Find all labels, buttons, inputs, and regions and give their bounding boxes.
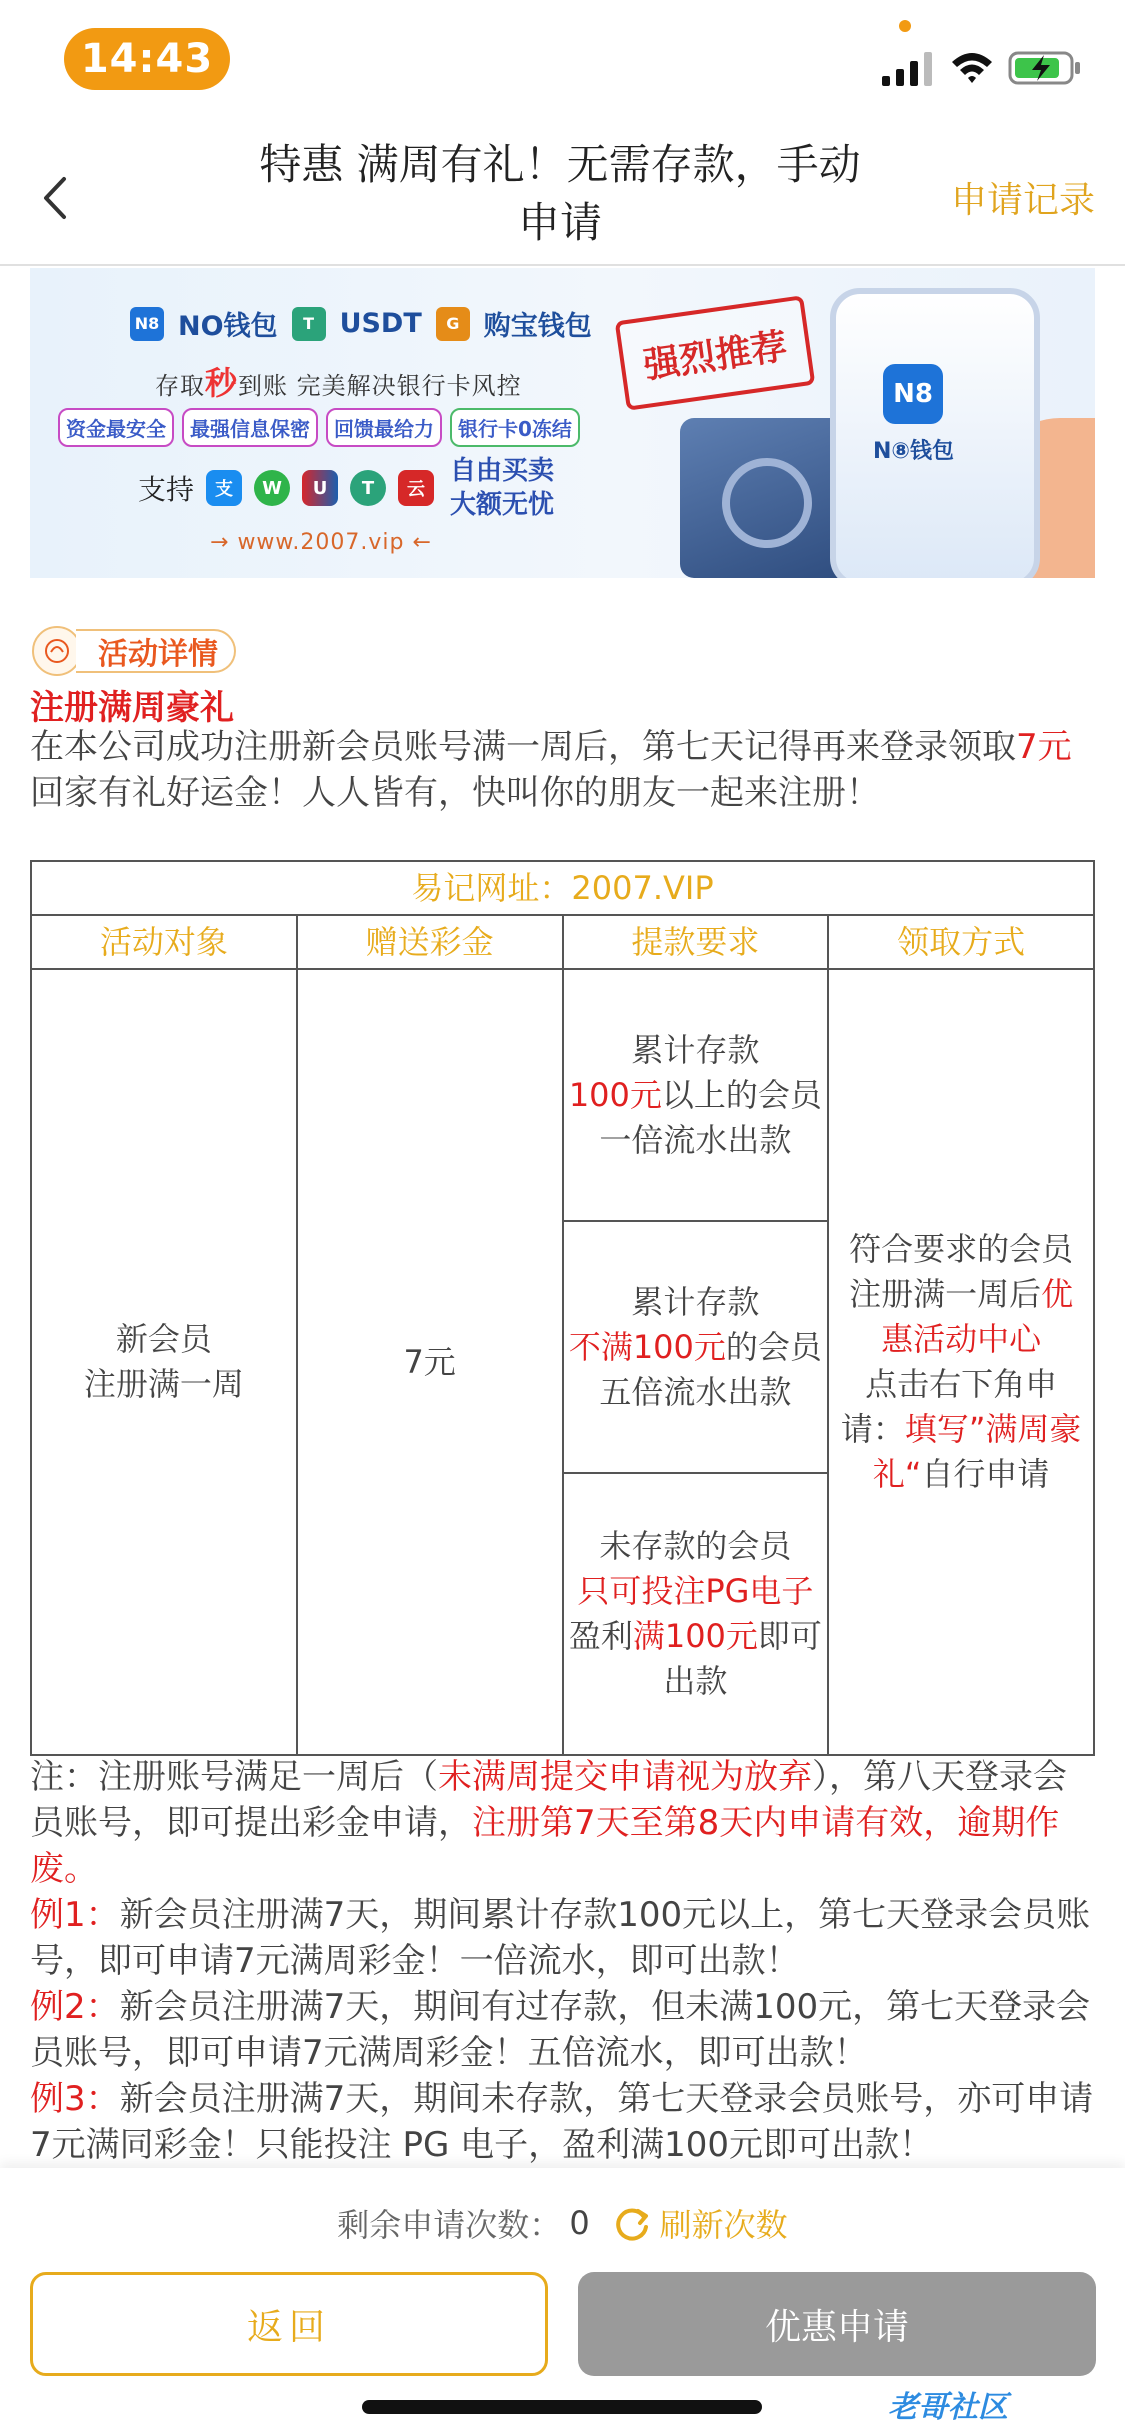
promo-banner[interactable]	[30, 268, 1095, 578]
return-button[interactable]: 返回	[30, 2272, 548, 2376]
wifi-icon	[950, 50, 994, 86]
banner-brand: USDT	[339, 308, 422, 339]
safe-dial-icon	[722, 458, 812, 548]
recommend-stamp: 强烈推荐	[615, 295, 816, 411]
yunshanfu-icon: 云	[398, 470, 434, 506]
promotion-apply-button[interactable]: 优惠申请	[578, 2272, 1096, 2376]
apply-record-link[interactable]: 申请记录	[950, 180, 1095, 221]
usdt-logo-icon: T	[292, 307, 326, 341]
banner-tag: 最强信息保密	[182, 408, 318, 447]
banner-url: → www.2007.vip ←	[210, 530, 432, 555]
activity-detail-label: 活动详情	[76, 629, 236, 673]
phone-illustration-icon	[830, 288, 1040, 578]
note-example-2: 例2：新会员注册满7天，期间有过存款，但未满100元，第七天登录会员账号，即可申请7元满周彩金！五倍流水，即可出款！	[30, 1987, 1091, 2073]
chevron-left-icon	[40, 175, 68, 221]
banner-tags	[58, 408, 580, 447]
table-cell-requirement: 累计存款 100元以上的会员 一倍流水出款	[563, 969, 829, 1221]
remaining-count-row	[0, 2200, 1125, 2246]
refresh-icon	[612, 2203, 652, 2243]
no-wallet-logo-icon: N8	[130, 307, 164, 341]
wechat-pay-icon: W	[254, 470, 290, 506]
note-example-3: 例3：新会员注册满7天，期间未存款，第七天登录会员账号，亦可申请7元满同彩金！只能投注 PG 电子，盈利满100元即可出款！	[30, 2079, 1094, 2165]
banner-brand: NO钱包	[178, 311, 278, 342]
banner-brand-row	[130, 304, 592, 343]
banner-tag: 回馈最给力	[326, 408, 442, 447]
status-indicator-dot	[899, 20, 911, 32]
refresh-count-button[interactable]: 刷新次数	[612, 2200, 788, 2246]
back-button[interactable]	[26, 164, 82, 232]
table-cell-requirement: 未存款的会员 只可投注PG电子 盈利满100元即可出款	[563, 1473, 829, 1755]
phone-wallet-label: N⑧钱包	[873, 439, 955, 464]
table-cell-requirement: 累计存款 不满100元的会员 五倍流水出款	[563, 1221, 829, 1473]
gobao-wallet-logo-icon: G	[436, 307, 470, 341]
table-header: 领取方式	[828, 915, 1094, 969]
banner-slogan: 存取秒到账 完美解决银行卡风控	[155, 364, 522, 402]
banner-brand: 购宝钱包	[483, 311, 592, 342]
note-main: 注：注册账号满足一周后（未满周提交申请视为放弃），第八天登录会员账号，即可提出彩金申请，注册第7天至第8天内申请有效，逾期作废。	[30, 1757, 1067, 1889]
nav-bar	[0, 128, 1125, 266]
activity-description: 在本公司成功注册新会员账号满一周后，第七天记得再来登录领取7元回家有礼好运金！人人皆有，快叫你的朋友一起来注册！	[30, 727, 1072, 813]
activity-badge-icon	[32, 626, 82, 676]
bonus-rules-table	[30, 860, 1095, 1756]
remaining-label: 剩余申请次数：	[337, 2206, 562, 2244]
remaining-count: 0	[569, 2204, 590, 2242]
watermark-logo: 老哥社区	[888, 2390, 1008, 2425]
phone-wallet-logo-icon: N8	[883, 364, 943, 424]
status-time: 14:43	[64, 28, 230, 90]
table-cell-bonus: 7元	[297, 969, 563, 1755]
activity-title: 注册满周豪礼	[30, 688, 234, 728]
banner-free-trade: 自由买卖 大额无忧	[450, 456, 555, 520]
tether-icon: T	[350, 470, 386, 506]
table-cell-target: 新会员 注册满一周	[31, 969, 297, 1755]
unionpay-icon: U	[302, 470, 338, 506]
page-title: 特惠 满周有礼！无需存款，手动申请	[259, 140, 861, 247]
table-cell-method: 符合要求的会员注册满一周后优惠活动中心 点击右下角申请：填写”满周豪礼“自行申请	[828, 969, 1094, 1755]
banner-tag: 银行卡0冻结	[450, 408, 580, 447]
banner-support-row	[138, 468, 434, 508]
table-header: 赠送彩金	[297, 915, 563, 969]
alipay-icon: 支	[206, 470, 242, 506]
support-label: 支持	[138, 473, 195, 506]
table-header: 活动对象	[31, 915, 297, 969]
table-site-url: 易记网址：2007.VIP	[31, 861, 1094, 915]
table-header: 提款要求	[563, 915, 829, 969]
activity-detail-tag	[32, 626, 236, 676]
activity-notes	[30, 1754, 1100, 2168]
note-example-1: 例1：新会员注册满7天，期间累计存款100元以上，第七天登录会员账号，即可申请7元满周彩金！一倍流水，即可出款！	[30, 1895, 1091, 1981]
battery-charging-icon	[1008, 50, 1082, 86]
status-bar	[0, 0, 1125, 120]
home-indicator[interactable]	[362, 2400, 762, 2414]
banner-tag: 资金最安全	[58, 408, 174, 447]
signal-icon	[882, 52, 934, 86]
